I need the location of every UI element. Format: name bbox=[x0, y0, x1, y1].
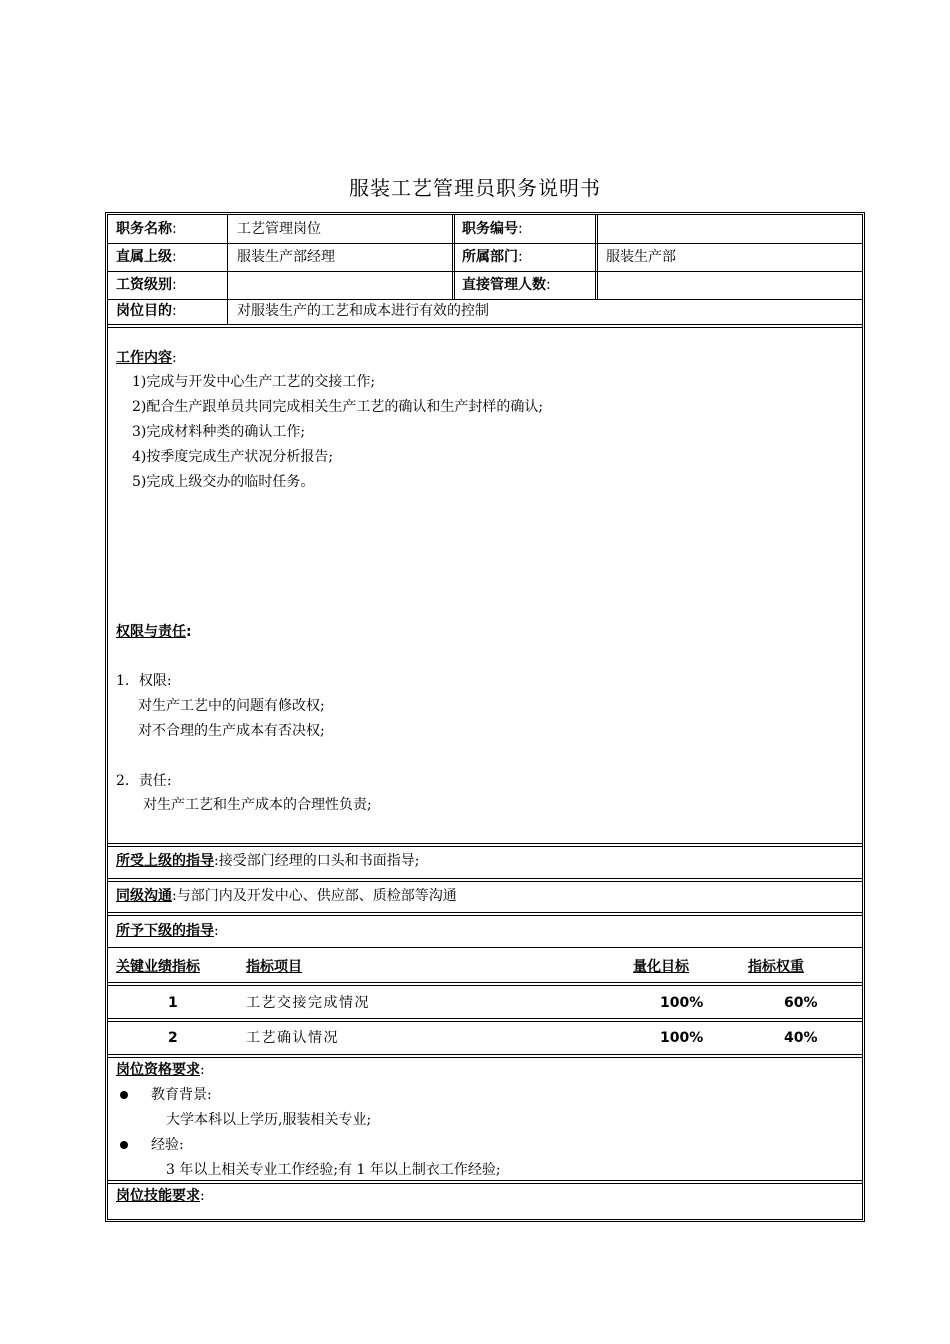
kpi-row-no: 2 bbox=[168, 1030, 178, 1046]
kpi-row-target: 100% bbox=[660, 1030, 704, 1046]
purpose-value: 对服装生产的工艺和成本进行有效的控制 bbox=[237, 303, 489, 319]
department-value: 服装生产部 bbox=[606, 249, 676, 265]
table-divider bbox=[595, 215, 596, 299]
row-divider bbox=[108, 243, 862, 244]
kpi-row-item: 工艺交接完成情况 bbox=[246, 995, 370, 1011]
document-title: 服装工艺管理员职务说明书 bbox=[349, 176, 601, 200]
kpi-header: 指标权重 bbox=[748, 959, 804, 975]
work-item: 1)完成与开发中心生产工艺的交接工作; bbox=[132, 374, 376, 390]
row-divider bbox=[108, 878, 862, 882]
row-divider bbox=[108, 843, 862, 847]
supervisor-value: 服装生产部经理 bbox=[237, 249, 335, 265]
work-content-heading: 工作内容: bbox=[116, 350, 177, 366]
bullet-icon bbox=[120, 1091, 128, 1099]
row-divider bbox=[108, 1018, 862, 1022]
rights-item: 对生产工艺中的问题有修改权; bbox=[138, 698, 325, 714]
job-name-label: 职务名称: bbox=[116, 221, 177, 237]
supervisor-label: 直属上级: bbox=[116, 249, 177, 265]
skills-heading: 岗位技能要求: bbox=[116, 1188, 205, 1204]
direct-reports-label: 直接管理人数: bbox=[462, 277, 551, 293]
bullet-icon bbox=[120, 1141, 128, 1149]
kpi-row-target: 100% bbox=[660, 995, 704, 1011]
experience-value: 3 年以上相关专业工作经验;有 1 年以上制衣工作经验; bbox=[166, 1162, 501, 1178]
purpose-label: 岗位目的: bbox=[116, 303, 177, 319]
kpi-row-item: 工艺确认情况 bbox=[246, 1030, 339, 1046]
duty-item: 对生产工艺和生产成本的合理性负责; bbox=[143, 797, 372, 813]
work-item: 4)按季度完成生产状况分析报告; bbox=[132, 449, 334, 465]
guidance-received: 所受上级的指导:接受部门经理的口头和书面指导; bbox=[116, 853, 420, 869]
duty-heading: 2．责任: bbox=[116, 773, 172, 789]
job-name-value: 工艺管理岗位 bbox=[237, 221, 321, 237]
kpi-header: 指标项目 bbox=[246, 959, 302, 975]
table-divider bbox=[454, 215, 455, 299]
peer-communication: 同级沟通:与部门内及开发中心、供应部、质检部等沟通 bbox=[116, 888, 457, 904]
row-divider bbox=[108, 299, 862, 300]
table-divider bbox=[227, 215, 228, 325]
kpi-row-weight: 40% bbox=[784, 1030, 818, 1046]
row-divider bbox=[108, 1054, 862, 1058]
kpi-header: 关键业绩指标 bbox=[116, 959, 200, 975]
authority-heading: 权限与责任: bbox=[116, 624, 192, 640]
education-label: 教育背景: bbox=[151, 1087, 212, 1103]
experience-label: 经验: bbox=[151, 1137, 184, 1153]
guidance-given: 所予下级的指导: bbox=[116, 923, 219, 939]
row-divider bbox=[108, 1180, 862, 1184]
table-divider bbox=[597, 215, 598, 299]
rights-item: 对不合理的生产成本有否决权; bbox=[138, 723, 325, 739]
education-value: 大学本科以上学历,服装相关专业; bbox=[166, 1112, 372, 1128]
row-divider bbox=[108, 324, 862, 328]
salary-label: 工资级别: bbox=[116, 277, 177, 293]
row-divider bbox=[108, 982, 862, 986]
work-item: 3)完成材料种类的确认工作; bbox=[132, 424, 306, 440]
row-divider bbox=[108, 912, 862, 916]
rights-heading: 1．权限: bbox=[116, 673, 172, 689]
kpi-row-no: 1 bbox=[168, 995, 178, 1011]
qualifications-heading: 岗位资格要求: bbox=[116, 1062, 205, 1078]
table-divider bbox=[452, 215, 453, 299]
job-description-table bbox=[105, 212, 865, 1222]
kpi-header: 量化目标 bbox=[633, 959, 689, 975]
row-divider bbox=[108, 947, 862, 948]
kpi-row-weight: 60% bbox=[784, 995, 818, 1011]
work-item: 2)配合生产跟单员共同完成相关生产工艺的确认和生产封样的确认; bbox=[132, 399, 544, 415]
work-item: 5)完成上级交办的临时任务。 bbox=[132, 474, 315, 490]
row-divider bbox=[108, 271, 862, 272]
department-label: 所属部门: bbox=[462, 249, 523, 265]
job-code-label: 职务编号: bbox=[462, 221, 523, 237]
